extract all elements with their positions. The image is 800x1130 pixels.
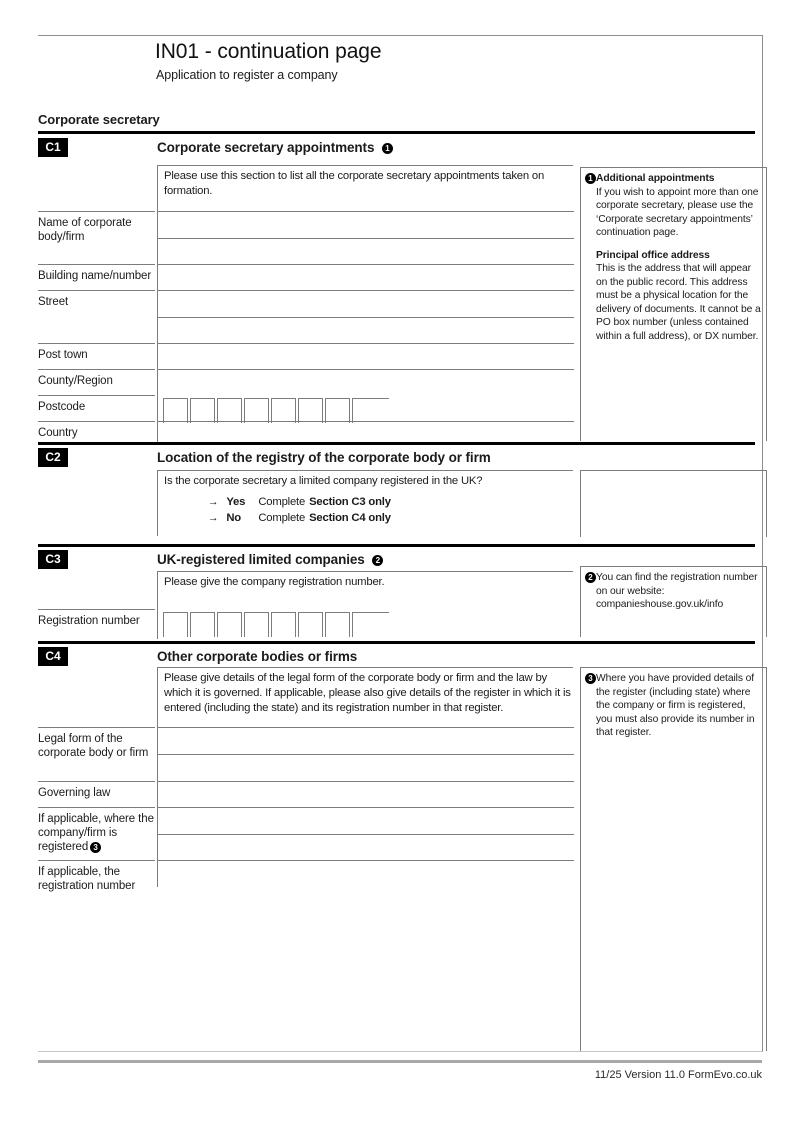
group-heading-corporate-secretary: Corporate secretary — [38, 112, 160, 127]
note3-body: Where you have provided details of the register (including state) where the company or firm is registered, you must also provide its number in that register. — [596, 673, 755, 738]
section-code-c4: C4 — [38, 647, 68, 666]
input-where-registered-line1[interactable] — [157, 807, 574, 835]
section-title-c1 — [157, 140, 393, 155]
c3-sidebar-note — [580, 566, 767, 637]
postcode-char-box[interactable] — [190, 398, 215, 423]
label-where-registered — [38, 807, 155, 861]
postcode-comb — [163, 398, 391, 423]
label-governing-law: Governing law — [38, 781, 155, 808]
c2-option-yes-bold: Section C3 only — [309, 496, 391, 508]
c3-guidance-text: Please give the company registration number. — [157, 571, 574, 613]
input-country[interactable] — [157, 421, 574, 442]
form-title: IN01 - continuation page — [155, 40, 382, 63]
input-legal-form-line1[interactable] — [157, 727, 574, 755]
c2-option-no-label: No — [226, 511, 241, 524]
registration-char-box[interactable] — [325, 612, 350, 637]
section-title-c2: Location of the registry of the corporate body or firm — [157, 450, 491, 465]
c2-option-no — [164, 511, 574, 527]
label-county-region: County/Region — [38, 369, 155, 396]
c2-option-yes-label: Yes — [226, 496, 246, 508]
section-title-c3-text: UK-registered limited companies — [157, 552, 365, 567]
note-marker-2-icon: 2 — [585, 572, 596, 583]
postcode-char-box[interactable] — [271, 398, 296, 423]
form-subtitle: Application to register a company — [156, 68, 338, 82]
section-code-c3: C3 — [38, 550, 68, 569]
arrow-right-icon: → — [208, 511, 219, 524]
footer-version-text: 11/25 Version 11.0 FormEvo.co.uk — [594, 1069, 762, 1081]
input-building-name-number[interactable] — [157, 264, 574, 291]
label-building-name-number: Building name/number — [38, 264, 155, 291]
input-where-registered-line2[interactable] — [157, 834, 574, 861]
label-country: Country — [38, 421, 155, 442]
section-rule-c2 — [38, 442, 755, 445]
label-street: Street — [38, 290, 155, 318]
input-governing-law[interactable] — [157, 781, 574, 808]
c4-guidance-text: Please give details of the legal form of the corporate body or firm and the law by which it is governed. If applicable, please also give details of the register in which it is entered (including the state) and its registration number in that register. — [157, 667, 574, 727]
input-street-line1[interactable] — [157, 290, 574, 318]
c2-guidance — [157, 470, 574, 536]
registration-char-box[interactable] — [271, 612, 296, 637]
postcode-comb-field — [157, 395, 574, 421]
input-corporate-name-line1[interactable] — [157, 211, 574, 239]
section-rule-c3 — [38, 544, 755, 547]
postcode-char-box[interactable] — [325, 398, 350, 423]
note1-heading-principal-office: Principal office address — [596, 249, 710, 261]
label-name-of-corporate-body: Name of corporate body/firm — [38, 211, 155, 264]
note1-body-additional-appointments: If you wish to appoint more than one corporate secretary, please use the ‘Corporate secretary appointments’ continuation page. — [596, 186, 759, 238]
input-post-town[interactable] — [157, 343, 574, 370]
section-title-c4: Other corporate bodies or firms — [157, 649, 358, 664]
note2-body: You can find the registration number on our website: — [596, 572, 758, 597]
postcode-char-box[interactable] — [298, 398, 323, 423]
note2-website: companieshouse.gov.uk/info — [596, 599, 724, 610]
note1-heading-additional-appointments: Additional appointments — [596, 173, 715, 184]
registration-char-box[interactable] — [244, 612, 269, 637]
footnote-marker-3-icon: 3 — [90, 842, 101, 853]
footnote-marker-2-icon: 2 — [372, 555, 383, 566]
registration-char-box[interactable] — [190, 612, 215, 637]
label-legal-form: Legal form of the corporate body or firm — [38, 727, 155, 782]
c1-sidebar-note — [580, 167, 767, 441]
postcode-char-box[interactable] — [163, 398, 188, 423]
postcode-char-box[interactable] — [217, 398, 242, 423]
label-post-town: Post town — [38, 343, 155, 370]
registration-number-comb-field — [157, 609, 574, 639]
footnote-marker-1-icon: 1 — [382, 143, 393, 154]
registration-char-box[interactable] — [298, 612, 323, 637]
registration-char-box[interactable] — [163, 612, 188, 637]
section-rule-c1 — [38, 131, 755, 134]
c2-option-no-bold: Section C4 only — [309, 511, 391, 524]
c2-sidebar-box — [580, 470, 767, 537]
registration-number-comb — [163, 612, 391, 637]
section-title-c1-text: Corporate secretary appointments — [157, 140, 375, 155]
postcode-char-box[interactable] — [244, 398, 269, 423]
section-rule-c4 — [38, 641, 755, 644]
section-code-c2: C2 — [38, 448, 68, 467]
input-legal-form-line2[interactable] — [157, 754, 574, 782]
input-county-region[interactable] — [157, 369, 574, 396]
registration-char-box[interactable] — [217, 612, 242, 637]
note-marker-3-icon: 3 — [585, 673, 596, 684]
c2-option-no-pre: Complete — [258, 511, 306, 524]
note-marker-1-icon: 1 — [585, 173, 596, 184]
input-corporate-name-line2[interactable] — [157, 238, 574, 265]
note1-body-principal-office: This is the address that will appear on the public record. This address must be a physical location for the delivery of documents. It cannot be a PO box number (unless contained within a full address), or DX number. — [596, 263, 761, 342]
section-code-c1: C1 — [38, 138, 68, 157]
c2-question: Is the corporate secretary a limited company registered in the UK? — [164, 475, 483, 487]
input-street-line2[interactable] — [157, 317, 574, 344]
label-applicable-registration-number: If applicable, the registration number — [38, 860, 155, 895]
c2-option-yes — [164, 495, 574, 511]
label-registration-number: Registration number — [38, 609, 155, 638]
arrow-right-icon: → — [208, 496, 219, 508]
registration-char-box[interactable] — [352, 612, 389, 637]
input-applicable-registration-number[interactable] — [157, 860, 574, 887]
footer-rule — [38, 1060, 762, 1063]
label-postcode: Postcode — [38, 395, 155, 422]
c1-guidance-text: Please use this section to list all the corporate secretary appointments taken on formation. — [157, 165, 574, 211]
postcode-char-box[interactable] — [352, 398, 389, 423]
c2-option-yes-pre: Complete — [258, 496, 306, 508]
section-title-c3 — [157, 552, 383, 567]
c4-sidebar-note — [580, 667, 767, 1051]
label-where-registered-text: If applicable, where the company/firm is registered — [38, 813, 154, 853]
